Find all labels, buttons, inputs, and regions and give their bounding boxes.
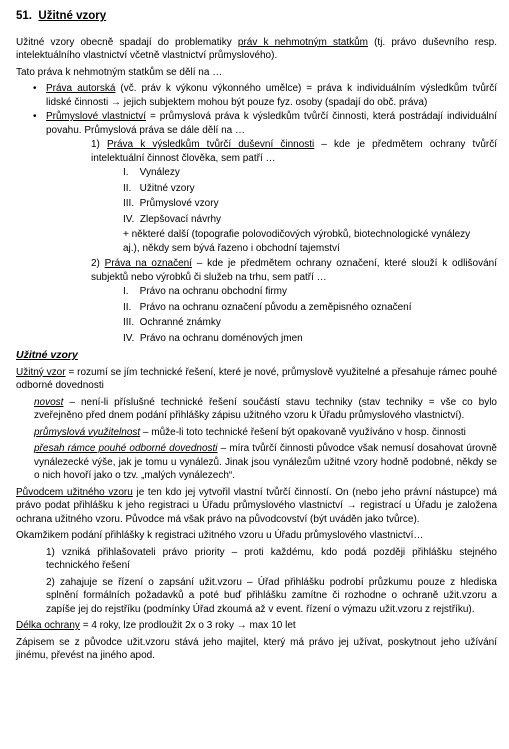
definition-paragraph: Užitný vzor = rozumí se jím technické řešení, které je nové, průmyslově využitelné a přesahuje rámec pouhé odborné dovednosti [16, 366, 498, 391]
bullet-authors-rights: • Práva autorská (vč. práv k výkonu výkonného umělce) = práva k individuálním výsledkům tvůrčí lidské činnosti → jejich subjektem mohou být pouze fyz. osoby (spadají do obč. práva) [33, 83, 497, 108]
originator-paragraph: Původcem užitného vzoru je ten kdo jej vytvořil vlastní tvůrčí činností. On (nebo jeho právní nástupce) má právo podat přihlášku k jeho registraci u Úřadu průmyslového vlastnictví → registrací u Úřadu je založena ochrana užitného vzoru. Původce má však právo na původcovství (být uváděn jako tvůrce). [16, 486, 497, 525]
list-item: II. Právo na ochranu označení původu a zeměpisného označení [123, 301, 412, 313]
list-designations [123, 285, 497, 345]
registration-effect: Zápisem se z původce užit.vzoru stává jeho majitel, který má právo jej užívat, poskytnout jeho užívání jinému, převést na jiného apod. [16, 636, 497, 661]
intro-paragraph: Užitné vzory obecně spadají do problematiky práv k nehmotným statkům (tj. právo duševního resp. intelektuálního vlastnictví včetně vlastnictví průmyslového). [16, 36, 497, 61]
criterion-usability: průmyslová využitelnost – může-li toto technické řešení být opakovaně využíváno v hosp. činnosti [34, 426, 466, 438]
subsection-designations: 2) Práva na označení – kde je předmětem ochrany označení, které slouží k odlišování subjektů nebo výrobků či služeb na trhu, sem patří … [91, 258, 497, 283]
list-item: II. Užitné vzory [123, 182, 195, 194]
list-item: III. Průmyslové vzory [123, 198, 219, 209]
subsection-creative-results: 1) Práva k výsledkům tvůrčí duševní činnosti – kde je předmětem ochrany tvůrčí intelektuální činnost člověka, sem patří … [91, 139, 497, 164]
page-title: 51. Užitné vzory [16, 10, 107, 22]
list-item: IV. Zlepšovací návrhy [123, 213, 222, 225]
list-item: I. Právo na ochranu obchodní firmy [123, 286, 287, 297]
list-item: IV. Právo na ochranu doménových jmen [123, 332, 303, 344]
point-registration: 2) zahajuje se řízení o zapsání užit.vzoru – Úřad přihlášku podrobí průzkumu pouze z hlediska splnění formálních požadavků a poté buď přihlášku zamítne či rozhodne o ochraně užit.vzoru a zapíše jej do rejstříku (podmínky Úřad zkoumá až v event. řízení o výmazu užit.vzoru z rejstříku). [46, 576, 497, 615]
list-item: I. Vynálezy [123, 167, 180, 178]
divide-line: Tato práva k nehmotným statkům se dělí na … [16, 66, 223, 78]
list-item: + některé další (topografie polovodičových výrobků, biotechnologické vynálezy aj.), někdy sem bývá řazeno i obchodní tajemství [123, 229, 471, 254]
filing-moment: Okamžikem podání přihlášky k registraci užitného vzoru u Úřadu průmyslového vlastnictví… [16, 530, 424, 541]
criterion-novelty: novost – není-li příslušné technické řešení součástí stavu techniky (stav techniky = vše co bylo zveřejněno před dnem podání přihlášky zápisu užitného vzoru k Úřadu průmyslového vlastnictví). [34, 396, 497, 421]
criterion-beyond-skill: přesah rámce pouhé odborné dovednosti – míra tvůrčí činnosti původce však nemusí dosahovat úrovně vynálezecké výše, jak je tomu u vynálezů. Jinak jsou vynálezům užitné vzory hodně podobné, někdy se o nich hovoří jako o tzv. „malých vynálezech“. [34, 443, 497, 481]
list-item: III. Ochranné známky [123, 317, 221, 328]
bullet-industrial-property: • Průmyslové vlastnictví = průmyslová práva k výsledkům tvůrčí činnosti, která postrádají individuální povahu. Průmyslová práva se dále dělí na … [33, 111, 497, 136]
protection-length: Délka ochrany = 4 roky, lze prodloužit 2x o 3 roky → max 10 let [16, 620, 296, 631]
point-priority: 1) vzniká přihlašovateli právo priority – proti každému, kdo podá později přihlášku stejného technického řešení [46, 546, 497, 571]
list-creative-results [123, 166, 497, 255]
section-title: Užitné vzory [16, 349, 78, 361]
